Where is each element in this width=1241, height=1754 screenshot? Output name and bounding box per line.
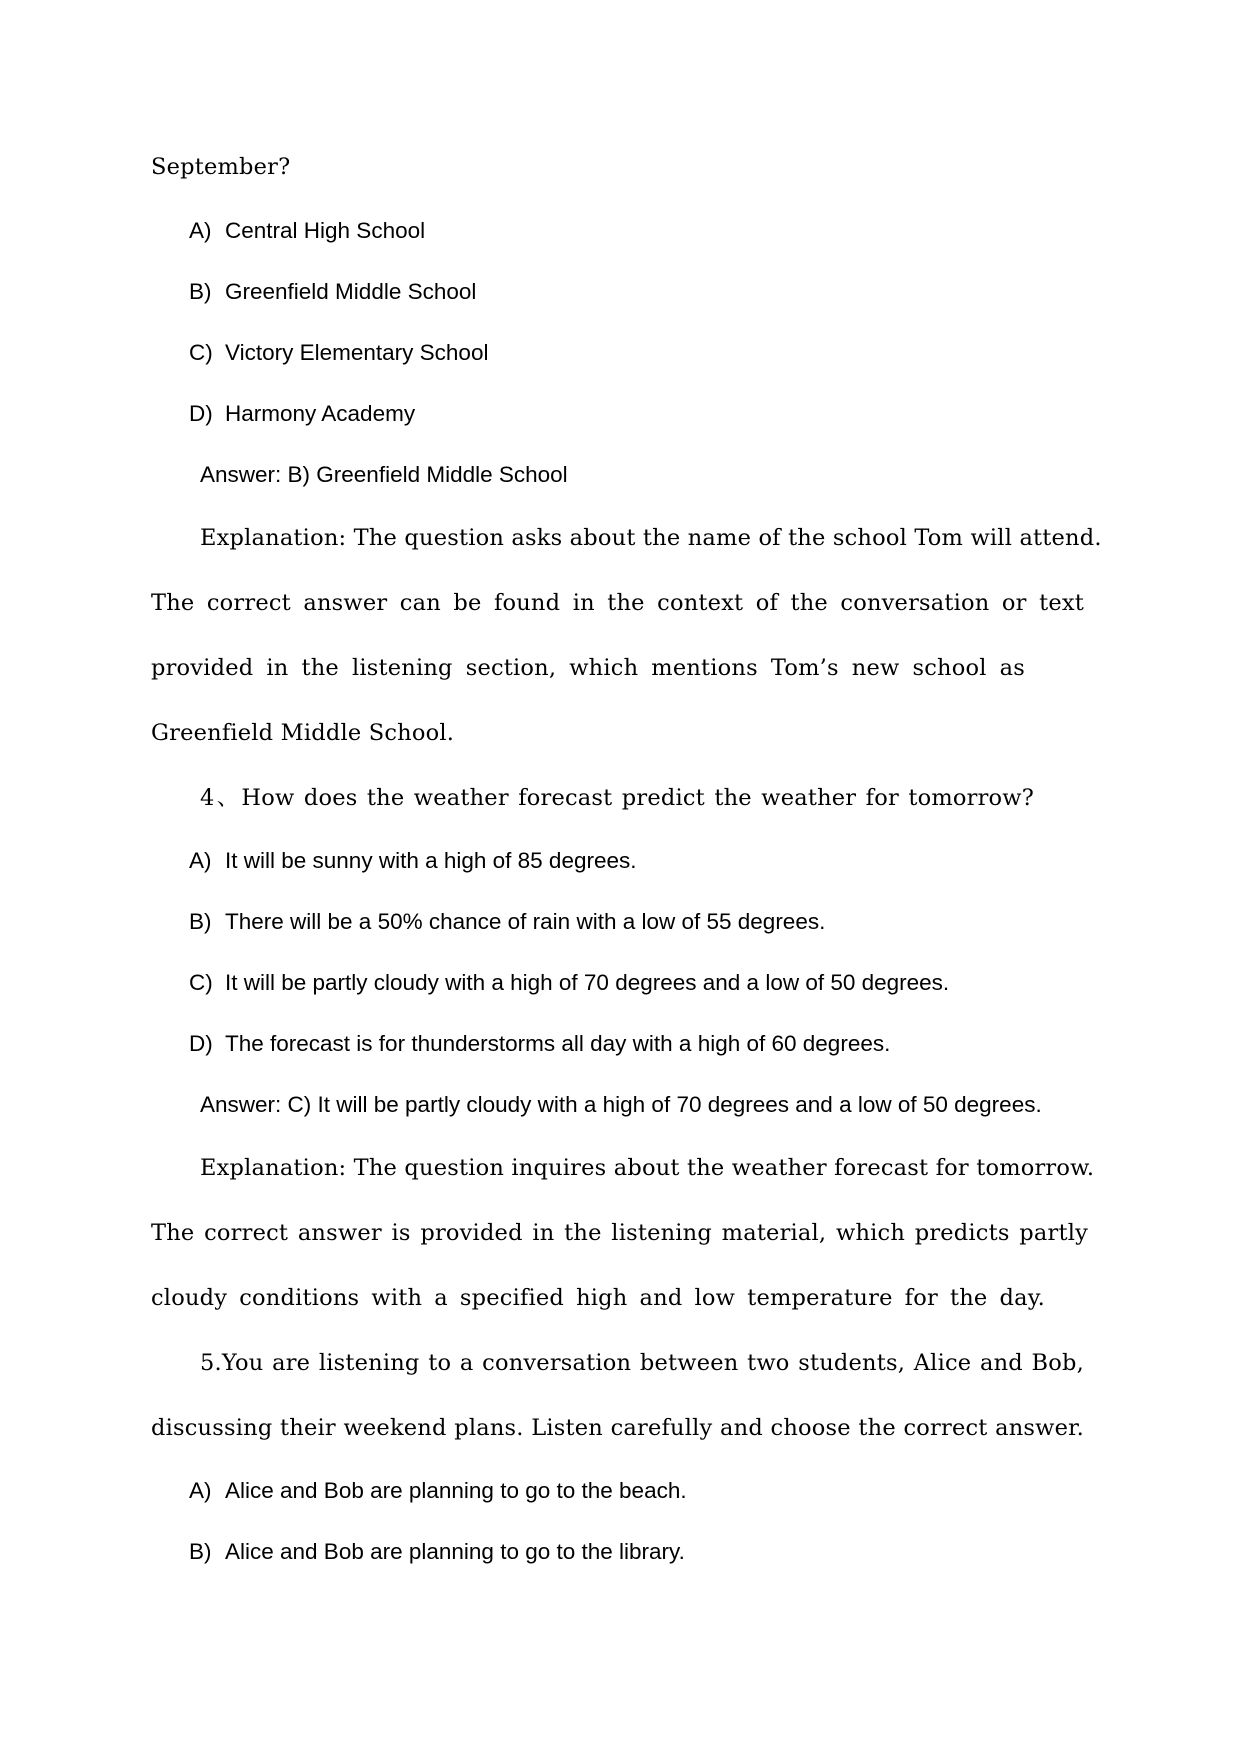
q4-explanation-line-1: Explanation: The question inquires about the weather forecast for tomorrow. [200, 1155, 1095, 1181]
option-text: Alice and Bob are planning to go to the beach. [225, 1478, 687, 1503]
q3-explanation-line-2: The correct answer can be found in the context of the conversation or text [151, 590, 1084, 616]
q3-answer: Answer: B) Greenfield Middle School [200, 462, 568, 487]
option-text: Victory Elementary School [225, 340, 489, 365]
option-label: B) [189, 279, 212, 304]
option-label: D) [189, 1031, 213, 1056]
option-text: It will be sunny with a high of 85 degrees. [225, 848, 637, 873]
option-text: Central High School [225, 218, 426, 243]
option-label: C) [189, 970, 213, 995]
option-label: A) [189, 1478, 212, 1503]
option-label: B) [189, 1539, 212, 1564]
option-label: C) [189, 340, 213, 365]
option-text: The forecast is for thunderstorms all day with a high of 60 degrees. [225, 1031, 891, 1056]
option-text: Harmony Academy [225, 401, 416, 426]
option-text: There will be a 50% chance of rain with a low of 55 degrees. [225, 909, 826, 934]
q4-explanation-line-2: The correct answer is provided in the listening material, which predicts partly [151, 1220, 1088, 1246]
option-label: A) [189, 848, 212, 873]
question-5-text-line-2: discussing their weekend plans. Listen carefully and choose the correct answer. [151, 1415, 1084, 1441]
question-5-text-line-1: 5.You are listening to a conversation between two students, Alice and Bob, [200, 1350, 1084, 1376]
option-text: Alice and Bob are planning to go to the library. [225, 1539, 685, 1564]
q3-explanation-line-3: provided in the listening section, which mentions Tom’s new school as [151, 655, 1025, 681]
option-label: D) [189, 401, 213, 426]
q3-explanation-line-4: Greenfield Middle School. [151, 720, 455, 746]
question-4-text: 4、How does the weather forecast predict the weather for tomorrow? [200, 785, 1034, 811]
option-text: Greenfield Middle School [225, 279, 477, 304]
option-label: B) [189, 909, 212, 934]
option-label: A) [189, 218, 212, 243]
q4-answer: Answer: C) It will be partly cloudy with a high of 70 degrees and a low of 50 degrees. [200, 1092, 1042, 1117]
q3-explanation-line-1: Explanation: The question asks about the name of the school Tom will attend. [200, 525, 1102, 551]
question-3-stem-end: September? [151, 154, 291, 180]
option-text: It will be partly cloudy with a high of 70 degrees and a low of 50 degrees. [225, 970, 950, 995]
q4-explanation-line-3: cloudy conditions with a specified high and low temperature for the day. [151, 1285, 1045, 1311]
